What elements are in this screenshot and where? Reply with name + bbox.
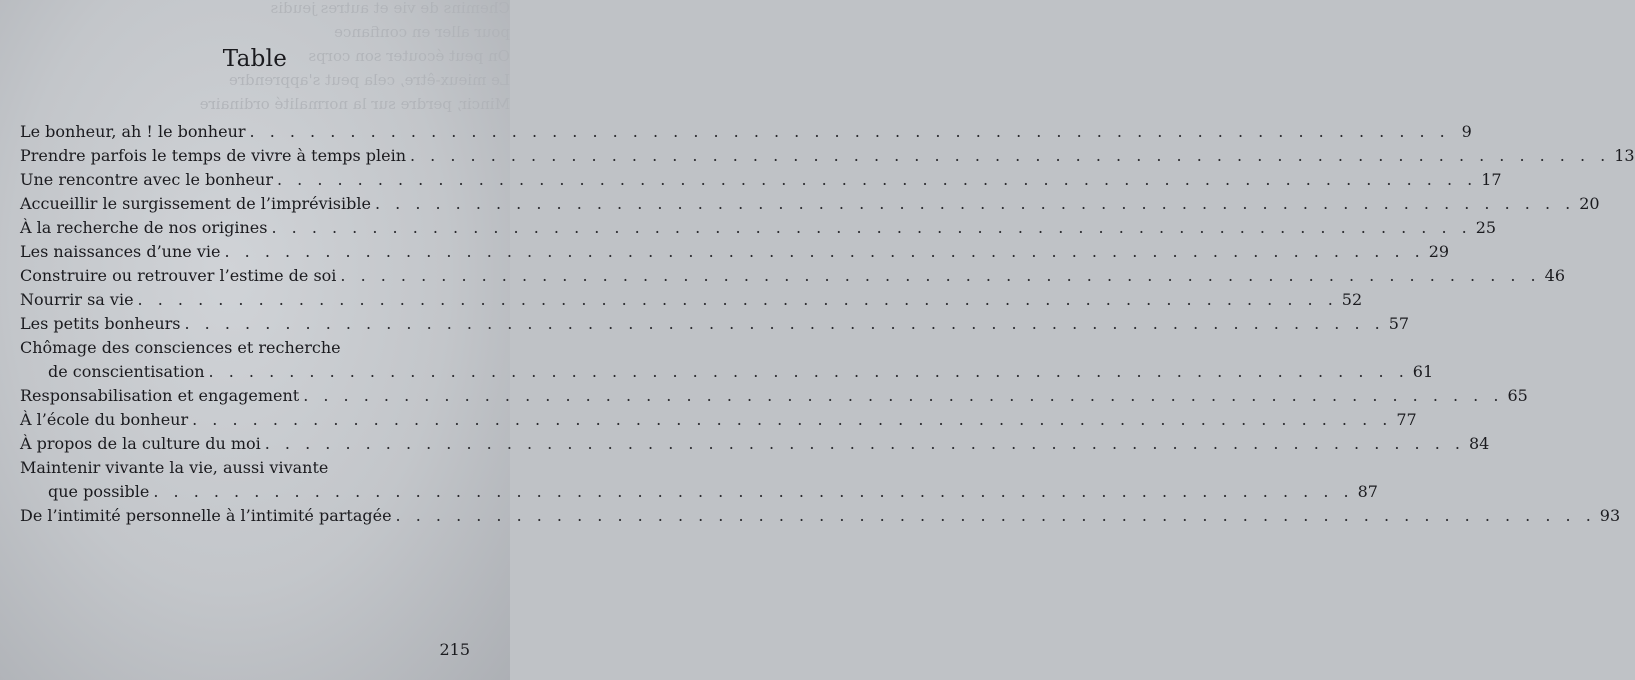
toc-page-number: 20 — [1579, 194, 1600, 213]
toc-page-number: 29 — [1428, 242, 1450, 261]
toc-line — [20, 362, 1434, 386]
toc-line — [20, 266, 1565, 290]
dot-leader: . . . . . . . . . . . . . . . . . . . . . . . . . . . . . . . . . . . . . . . . . . . . . . . . . . . . . . . . . . . . — [208, 362, 1409, 381]
dot-leader: . . . . . . . . . . . . . . . . . . . . . . . . . . . . . . . . . . . . . . . . . . . . . . . . . . . . . . . . . . . . — [264, 434, 1465, 453]
toc-page-number: 93 — [1599, 506, 1621, 525]
toc-page-number: 46 — [1544, 266, 1565, 285]
dot-leader: . . . . . . . . . . . . . . . . . . . . . . . . . . . . . . . . . . . . . . . . . . . . . . . . . . . . . . . . . . . . — [271, 218, 1472, 237]
toc-entry-title: que possible — [48, 482, 150, 501]
toc-entry-title: de conscientisation — [48, 362, 205, 381]
toc-page-number: 9 — [1461, 122, 1472, 141]
toc-line — [20, 146, 1635, 170]
toc-entry — [20, 434, 1490, 458]
toc-entry-title: Une rencontre avec le bonheur — [20, 170, 273, 189]
dot-leader: . . . . . . . . . . . . . . . . . . . . . . . . . . . . . . . . . . . . . . . . . . . . . . . . . . . . . . . . . . . . — [276, 170, 1478, 189]
toc-page-number: 57 — [1388, 314, 1410, 333]
toc-page-number: 61 — [1412, 362, 1434, 381]
toc-entry-title: Accueillir le surgissement de l’imprévisible — [20, 194, 371, 213]
dot-leader: . . . . . . . . . . . . . . . . . . . . . . . . . . . . . . . . . . . . . . . . . . . . . . . . . . . . . . . . . . . . — [340, 266, 1541, 285]
toc-line — [20, 410, 1417, 434]
toc-entry-title: Les naissances d’une vie — [20, 242, 221, 261]
toc-line — [20, 458, 470, 482]
dot-leader: . . . . . . . . . . . . . . . . . . . . . . . . . . . . . . . . . . . . . . . . . . . . . . . . . . . . . . . . . . . . — [249, 122, 1450, 141]
toc-entry — [20, 314, 1410, 338]
toc-line — [20, 338, 470, 362]
dot-leader: . . . . . . . . . . . . . . . . . . . . . . . . . . . . . . . . . . . . . . . . . . . . . . . . . . . . . . . . . . . . — [137, 290, 1338, 309]
toc-entry — [20, 458, 1378, 506]
bleed-line: Chemins de vie et autres jeudis — [270, 0, 510, 17]
toc-page-number: 25 — [1475, 218, 1497, 237]
bleed-line: pour aller en confiance — [334, 23, 510, 41]
bleed-line: Mincir, perdre sur la normalité ordinaire — [199, 95, 510, 113]
toc-line — [20, 314, 1410, 338]
toc-entry-title: Prendre parfois le temps de vivre à temps plein — [20, 146, 406, 165]
toc-entry-title: Responsabilisation et engagement — [20, 386, 300, 405]
dot-leader: . . . . . . . . . . . . . . . . . . . . . . . . . . . . . . . . . . . . . . . . . . . . . . . . . . . . . . . . . . . . — [303, 386, 1504, 405]
dot-leader: . . . . . . . . . . . . . . . . . . . . . . . . . . . . . . . . . . . . . . . . . . . . . . . . . . . . . . . . . . . . — [153, 482, 1354, 501]
toc-entry-title: Le bonheur, ah ! le bonheur — [20, 122, 246, 141]
toc-entry — [20, 242, 1450, 266]
dot-leader: . . . . . . . . . . . . . . . . . . . . . . . . . . . . . . . . . . . . . . . . . . . . . . . . . . . . . . . . . . . . — [410, 146, 1611, 165]
toc-page-number: 17 — [1481, 170, 1502, 189]
toc-entry — [20, 122, 1472, 146]
toc-entry-title: À la recherche de nos origines — [20, 218, 268, 237]
toc-entry — [20, 410, 1417, 434]
toc-entry-title: Construire ou retrouver l’estime de soi — [20, 266, 337, 285]
toc-entry — [20, 194, 1600, 218]
toc-line — [20, 482, 1378, 506]
toc-page-number: 77 — [1396, 410, 1417, 429]
toc-entry-title: Nourrir sa vie — [20, 290, 134, 309]
toc-entry-title: Maintenir vivante la vie, aussi vivante — [20, 458, 329, 477]
toc-entry-title: À propos de la culture du moi — [20, 434, 261, 453]
dot-leader: . . . . . . . . . . . . . . . . . . . . . . . . . . . . . . . . . . . . . . . . . . . . . . . . . . . . . . . . . . . . — [395, 506, 1596, 525]
toc-entry — [20, 386, 1528, 410]
toc-entry — [20, 266, 1565, 290]
toc-page-number: 87 — [1357, 482, 1378, 501]
bleed-line: On peut écouter son corps — [308, 47, 510, 65]
toc-entry — [20, 218, 1497, 242]
toc-line — [20, 218, 1497, 242]
toc-entry — [20, 338, 1434, 386]
toc-page-number: 65 — [1507, 386, 1528, 405]
page-title: Table — [222, 46, 288, 72]
toc-page-number: 52 — [1341, 290, 1363, 309]
toc-entry — [20, 506, 1621, 530]
dot-leader: . . . . . . . . . . . . . . . . . . . . . . . . . . . . . . . . . . . . . . . . . . . . . . . . . . . . . . . . . . . . — [224, 242, 1425, 261]
toc-line — [20, 506, 1621, 530]
toc-line — [20, 242, 1450, 266]
dot-leader: . . . . . . . . . . . . . . . . . . . . . . . . . . . . . . . . . . . . . . . . . . . . . . . . . . . . . . . . . . . . — [184, 314, 1385, 333]
page-number: 215 — [439, 640, 470, 659]
toc-entry — [20, 290, 1363, 314]
bleed-line: Le mieux-être, cela peut s'apprendre — [229, 71, 510, 89]
toc-entry-title: Les petits bonheurs — [20, 314, 181, 333]
toc-page-number: 13 — [1614, 146, 1635, 165]
dot-leader: . . . . . . . . . . . . . . . . . . . . . . . . . . . . . . . . . . . . . . . . . . . . . . . . . . . . . . . . . . . . — [374, 194, 1576, 213]
toc-page-number: 84 — [1468, 434, 1490, 453]
toc-entry-title: De l’intimité personnelle à l’intimité partagée — [20, 506, 392, 525]
toc-line — [20, 170, 1502, 194]
toc-line — [20, 122, 1472, 146]
table-of-contents — [20, 122, 1635, 530]
toc-line — [20, 386, 1528, 410]
toc-line — [20, 434, 1490, 458]
toc-line — [20, 194, 1600, 218]
dot-leader: . . . . . . . . . . . . . . . . . . . . . . . . . . . . . . . . . . . . . . . . . . . . . . . . . . . . . . . . . . . . — [192, 410, 1393, 429]
toc-entry-title: Chômage des consciences et recherche — [20, 338, 341, 357]
toc-entry — [20, 146, 1635, 170]
toc-line — [20, 290, 1363, 314]
toc-entry — [20, 170, 1502, 194]
toc-entry-title: À l’école du bonheur — [20, 410, 189, 429]
